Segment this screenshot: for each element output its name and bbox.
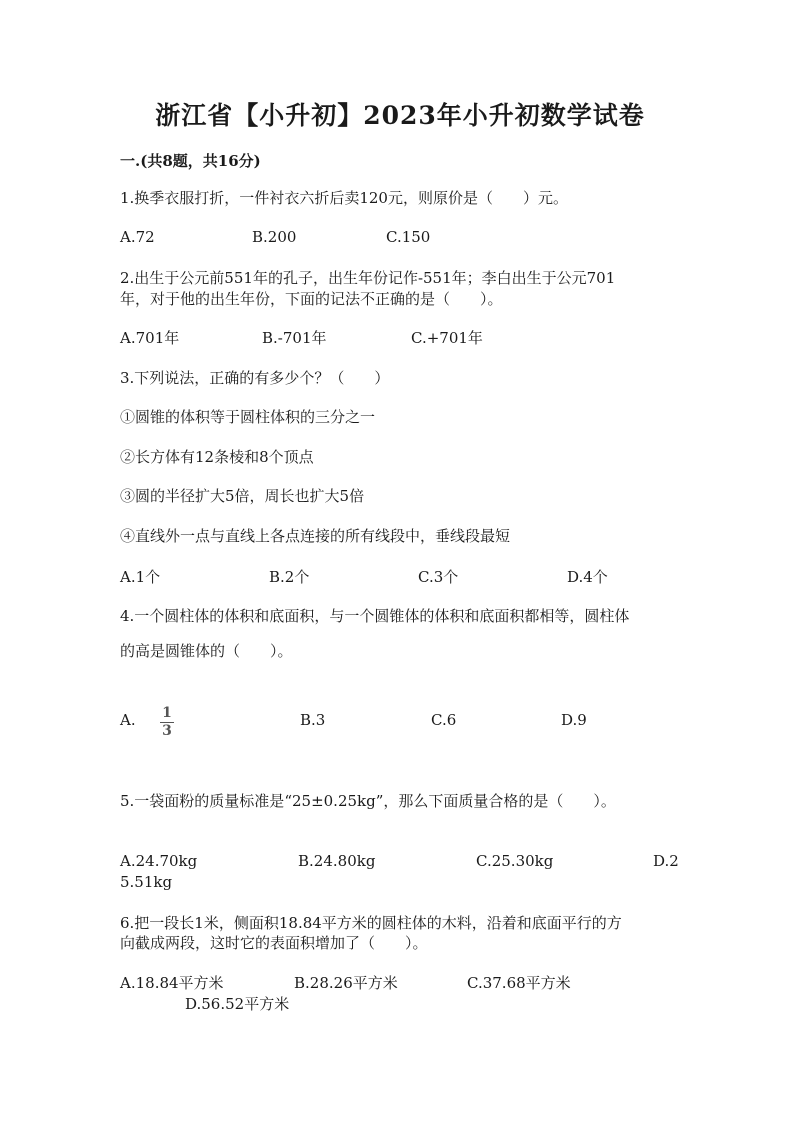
question-3-statement-4: ④直线外一点与直线上各点连接的所有线段中，垂线段最短 [120,527,511,545]
question-5-option-b[interactable]: B.24.80kg [298,852,376,870]
fraction-numerator: 1 [162,705,172,721]
question-4-text-line-1: 4.一个圆柱体的体积和底面积，与一个圆锥体的体积和底面积都相等，圆柱体 [120,607,630,625]
question-3-option-a[interactable]: A.1个 [120,568,161,586]
question-6-text-line-1: 6.把一段长1米，侧面积18.84平方米的圆柱体的木料，沿着和底面平行的方 [120,914,622,932]
fraction-one-third [160,706,174,739]
question-2-option-b[interactable]: B.-701年 [262,329,327,347]
question-4-option-a[interactable]: A. [120,711,136,729]
question-1-text: 1.换季衣服打折，一件衬衣六折后卖120元，则原价是（ ）元。 [120,189,568,207]
fraction-denominator: 3 [162,723,172,739]
question-5-option-a[interactable]: A.24.70kg [120,852,198,870]
question-6-option-c[interactable]: C.37.68平方米 [467,974,571,992]
question-6-text-line-2: 向截成两段，这时它的表面积增加了（ ）。 [120,934,428,952]
question-1-option-b[interactable]: B.200 [252,228,297,246]
question-2-text-line-1: 2.出生于公元前551年的孔子，出生年份记作-551年；李白出生于公元701 [120,269,616,287]
question-5-option-c[interactable]: C.25.30kg [476,852,554,870]
question-4-option-c[interactable]: C.6 [431,711,457,729]
question-4-option-d[interactable]: D.9 [561,711,587,729]
page-title: 浙江省【小升初】2023年小升初数学试卷 [155,101,645,130]
question-3-statement-2: ②长方体有12条棱和8个顶点 [120,448,314,466]
question-5-option-d-continuation: 5.51kg [120,873,173,891]
question-3-option-d[interactable]: D.4个 [567,568,608,586]
question-3-option-b[interactable]: B.2个 [269,568,310,586]
question-3-text: 3.下列说法，正确的有多少个？（ ） [120,369,390,387]
question-3-statement-3: ③圆的半径扩大5倍，周长也扩大5倍 [120,487,365,505]
question-2-option-a[interactable]: A.701年 [120,329,180,347]
question-6-option-d[interactable]: D.56.52平方米 [185,995,290,1013]
question-3-option-c[interactable]: C.3个 [418,568,459,586]
question-1-option-c[interactable]: C.150 [386,228,431,246]
question-3-statement-1: ①圆锥的体积等于圆柱体积的三分之一 [120,408,376,426]
question-4-option-b[interactable]: B.3 [300,711,326,729]
question-6-option-a[interactable]: A.18.84平方米 [120,974,224,992]
question-2-text-line-2: 年，对于他的出生年份，下面的记法不正确的是（ ）。 [120,290,503,308]
question-4-text-line-2: 的高是圆锥体的（ ）。 [120,642,293,660]
question-6-option-b[interactable]: B.28.26平方米 [294,974,398,992]
section-heading: 一.(共8题，共16分) [120,152,261,170]
question-5-text: 5.一袋面粉的质量标准是“25±0.25kg”，那么下面质量合格的是（ ）。 [120,792,616,810]
question-1-option-a[interactable]: A.72 [120,228,155,246]
question-5-option-d[interactable]: D.2 [653,852,679,870]
question-2-option-c[interactable]: C.+701年 [411,329,483,347]
